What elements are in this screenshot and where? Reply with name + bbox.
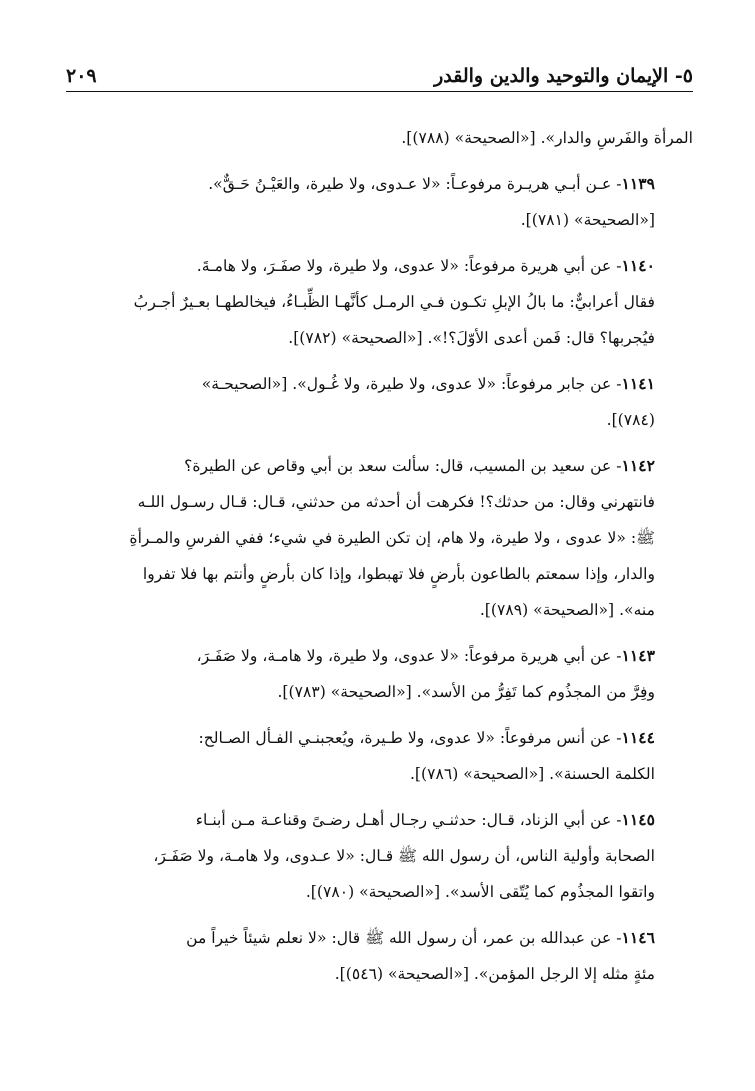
text-line [66, 802, 693, 838]
continued-paragraph [66, 120, 693, 156]
text-line: فانتهرني وقال: من حدثك؟! فكرهت أن أحدثه من حدثني، قـال: قـال رسـول اللـه [137, 493, 655, 511]
hadith-1143 [66, 638, 693, 710]
hadith-text: - عن عبدالله بن عمر، أن رسول الله ﷺ قال: «لا نعلم شيئاً خيراً من [186, 929, 622, 947]
text-line: وفِرَّ من المجذُوم كما تَفِرُّ من الأسد». [«الصحيحة» (٧٨٣)]. [277, 683, 655, 701]
text-line [66, 448, 693, 484]
hadith-number: ١١٤٤ [621, 728, 655, 747]
text-line: المرأة والفَرسِ والدار». [«الصحيحة» (٧٨٨)]. [401, 129, 693, 147]
text-line: الكلمة الحسنة». [«الصحيحة» (٧٨٦)]. [409, 765, 655, 783]
hadith-number: ١١٤٦ [621, 928, 655, 947]
hadith-text: - عـن أبـي هريـرة مرفوعـاً: «لا عـدوى، ولا طيرة، والعَيْـنُ حَـقٌّ». [208, 175, 622, 193]
hadith-1146 [66, 920, 693, 992]
text-line: [«الصحيحة» (٧٨١)]. [520, 211, 655, 229]
hadith-number: ١١٤٠ [621, 256, 655, 275]
text-line: والدار، وإذا سمعتم بالطاعون بأرضٍ فلا تهبطوا، وإذا كان بأرضٍ وأنتم بها فلا تفروا [142, 565, 655, 583]
hadith-text: - عن أبي الزناد، قـال: حدثنـي رجـال أهـل رضـىً وقناعـة مـن أبنـاء [195, 811, 622, 829]
hadith-1141 [66, 366, 693, 438]
text-line: واتقوا المجذُوم كما يُتّقى الأسد». [«الصحيحة» (٧٨٠)]. [305, 883, 655, 901]
hadith-1140 [66, 248, 693, 356]
text-line: ﷺ: «لا عدوى ، ولا طيرة، ولا هام، إن تكن الطيرة في شيء؛ ففي الفرسِ والمـرأةِ [129, 529, 655, 547]
hadith-text: - عن أبي هريرة مرفوعاً: «لا عدوى، ولا طيرة، ولا صفَـرَ، ولا هامـةَ. [196, 257, 622, 275]
text-line: مئةٍ مثله إلا الرجل المؤمن». [«الصحيحة» (٥٤٦)]. [334, 965, 655, 983]
text-line: منه». [«الصحيحة» (٧٨٩)]. [479, 601, 655, 619]
hadith-number: ١١٤٢ [621, 456, 655, 475]
text-line [66, 638, 693, 674]
text-line: (٧٨٤)]. [606, 411, 655, 429]
hadith-1139 [66, 166, 693, 238]
hadith-text: - عن أنس مرفوعاً: «لا عدوى، ولا طـيرة، ويُعجبنـي الفـأل الصـالح: [198, 729, 622, 747]
text-line [66, 166, 693, 202]
hadith-number: ١١٤٣ [621, 646, 655, 665]
hadith-number: ١١٣٩ [621, 174, 655, 193]
body-text [66, 120, 693, 992]
hadith-1145 [66, 802, 693, 910]
text-line [66, 366, 693, 402]
text-line [66, 720, 693, 756]
hadith-1142 [66, 448, 693, 628]
text-line [66, 920, 693, 956]
text-line: الصحابة وأولية الناس، أن رسول الله ﷺ قـال: «لا عـدوى، ولا هامـة، ولا صَفَـرَ، [153, 847, 655, 865]
hadith-text: - عن أبي هريرة مرفوعاً: «لا عدوى، ولا طيرة، ولا هامـة، ولا صَفَـرَ، [196, 647, 622, 665]
hadith-1144 [66, 720, 693, 792]
hadith-number: ١١٤١ [621, 374, 655, 393]
running-header [66, 55, 693, 92]
hadith-number: ١١٤٥ [621, 810, 655, 829]
chapter-title: ٥- الإيمان والتوحيد والدين والقدر [434, 65, 693, 87]
text-line: فقال أعرابيٌّ: ما بالُ الإبلِ تكـون فـي الرمـل كأنَّهـا الظِّبـاءُ، فيخالطهـا بعـيرٌ أجـربُ [133, 293, 655, 311]
text-line: فيُجربها؟ قال: فَمن أعدى الأوّلَ؟!». [«الصحيحة» (٧٨٢)]. [288, 329, 655, 347]
hadith-text: - عن سعيد بن المسيب، قال: سألت سعد بن أبي وقاص عن الطيرة؟ [184, 457, 622, 475]
text-line [66, 248, 693, 284]
page-number: ٢٠٩ [66, 65, 97, 87]
hadith-text: - عن جابر مرفوعاً: «لا عدوى، ولا طيرة، ولا غُـول». [«الصحيحـة» [201, 375, 622, 393]
